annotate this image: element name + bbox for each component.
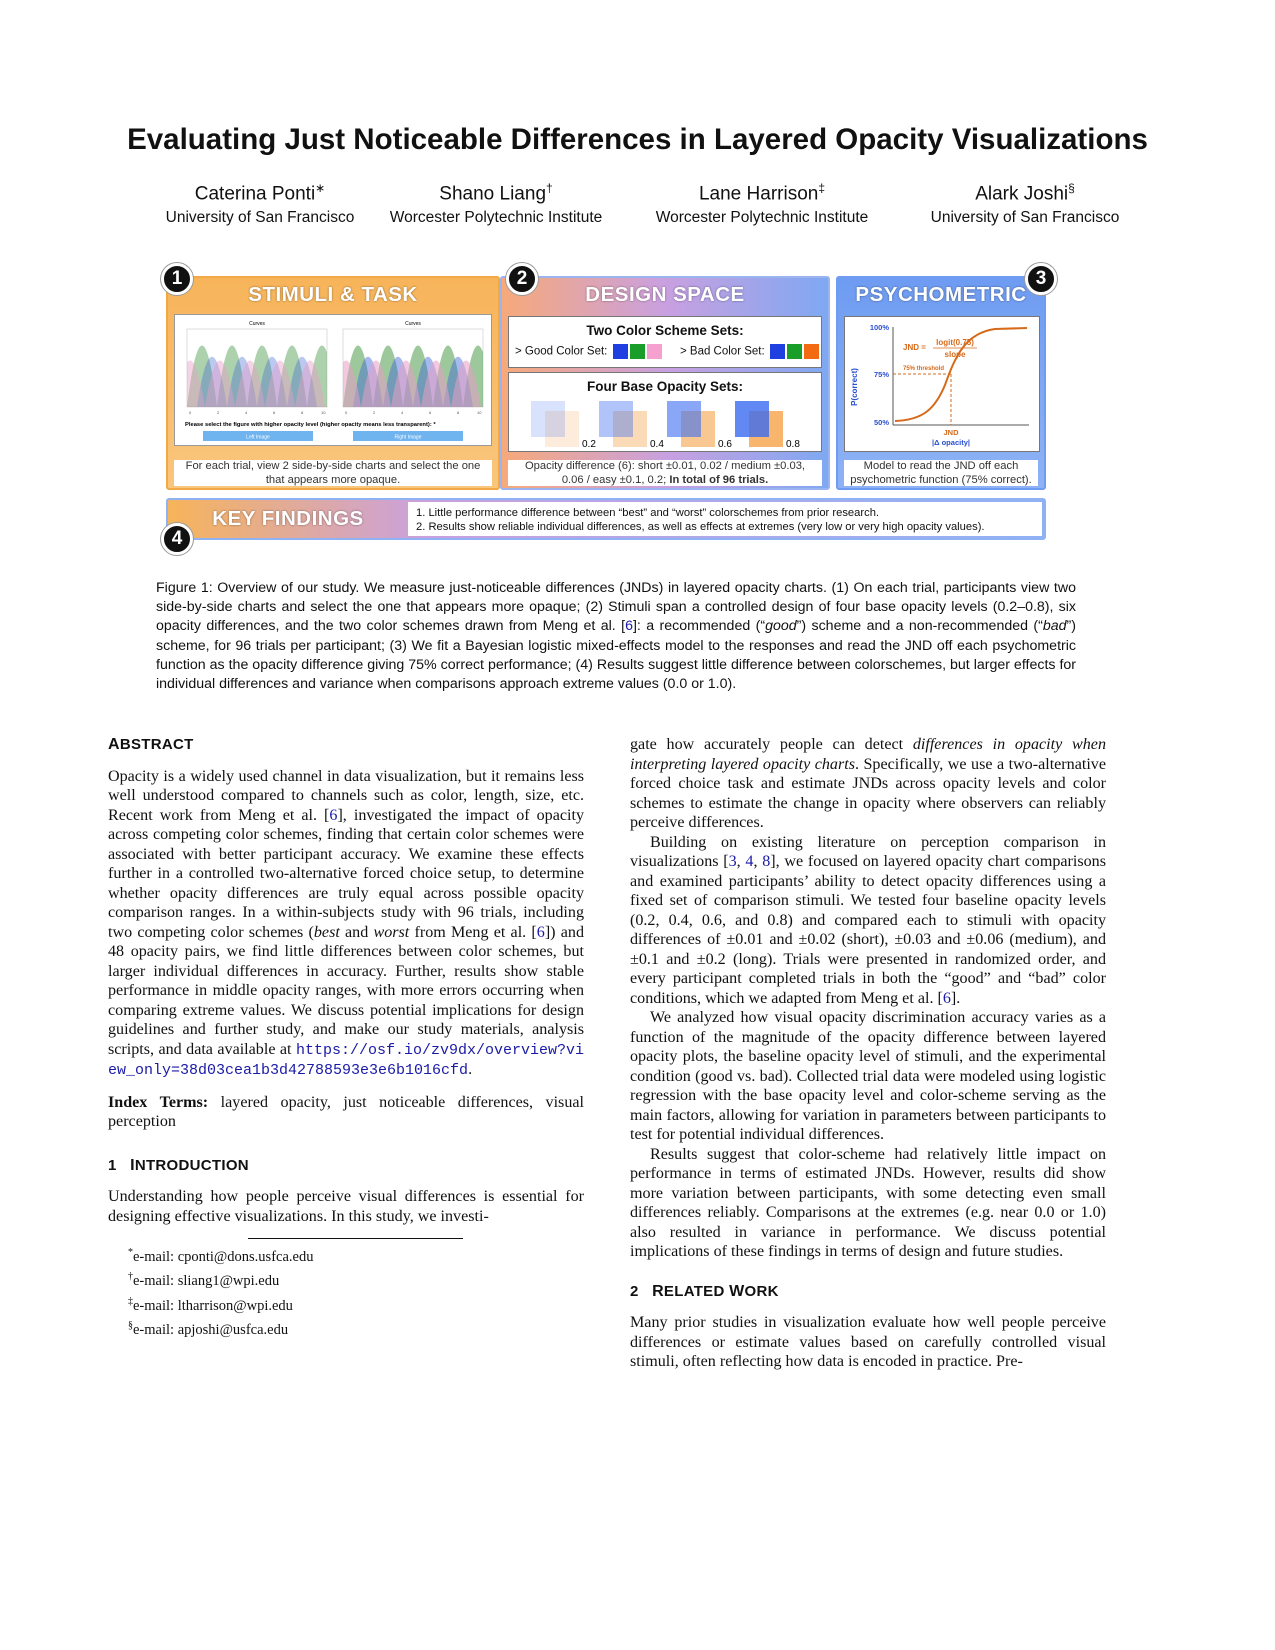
good-swatch-3 bbox=[647, 344, 662, 359]
citation-link[interactable]: 6 bbox=[625, 618, 633, 635]
opacity-level-label: 0.6 bbox=[718, 439, 732, 450]
figure-caption bbox=[156, 579, 1076, 694]
author-affiliation: University of San Francisco bbox=[930, 209, 1120, 227]
heading-initial: R bbox=[652, 1282, 664, 1300]
svg-text:10: 10 bbox=[477, 410, 482, 415]
panel-heading: STIMULI & TASK bbox=[248, 283, 418, 306]
y-tick: 75% bbox=[873, 370, 889, 379]
caption-bold: In total of 96 trials. bbox=[669, 473, 769, 486]
author-name: Caterina Ponti bbox=[194, 183, 316, 205]
author-name: Lane Harrison bbox=[698, 183, 819, 205]
panel-heading: PSYCHOMETRIC bbox=[855, 283, 1027, 306]
text: from Meng et al. [ bbox=[409, 923, 537, 941]
caption-line: Opacity difference (6): short ±0.01, 0.02 / medium ±0.03, bbox=[524, 460, 806, 472]
y-tick: 50% bbox=[873, 418, 889, 427]
finding-1: 1. Little performance difference between “best” and “worst” colorschemes from prior research. bbox=[416, 507, 880, 519]
y-axis-label: P(correct) bbox=[850, 368, 859, 406]
svg-text:0: 0 bbox=[345, 410, 348, 415]
psychometric-curve bbox=[845, 317, 1039, 451]
intro-heading bbox=[108, 1156, 584, 1176]
panel-caption: For each trial, view 2 side-by-side charts and select the one that appears more opaque. bbox=[174, 460, 492, 486]
step-number-4: 4 bbox=[161, 523, 193, 555]
panel-caption: Model to read the JND off each psychometric function (75% correct). bbox=[844, 460, 1038, 486]
related-work-heading bbox=[630, 1282, 1106, 1302]
citation-link[interactable]: 6 bbox=[942, 989, 951, 1007]
svg-text:4: 4 bbox=[245, 410, 248, 415]
text: Building on existing literature on perception comparison in visualizations [ bbox=[630, 833, 1106, 870]
panel-heading: DESIGN SPACE bbox=[585, 283, 745, 306]
svg-text:6: 6 bbox=[273, 410, 276, 415]
text: ], investigated the impact of opacity across competing color schemes, finding that certain color schemes were associated with better participant accuracy. We examine these effects further in a controlled two-alternative forced choice setup, to determine whether opacity differences are truly equal across possible opacity comparison ranges. In a within-subjects study with 96 trials, including two competing color schemes ( bbox=[108, 806, 584, 941]
heading-rest: ELATED bbox=[663, 1282, 730, 1300]
scheme-title: Two Color Scheme Sets: bbox=[586, 323, 744, 338]
panel-heading: KEY FINDINGS bbox=[212, 507, 364, 530]
good-swatch-2 bbox=[630, 344, 645, 359]
caption-text: ]: a recommended (“ bbox=[632, 618, 766, 635]
intro-text: Understanding how people perceive visual differences is essential for designing effective visualizations. In this study, we investi- bbox=[108, 1188, 584, 1225]
good-swatch-1 bbox=[613, 344, 628, 359]
footnote-text: e-mail: cponti@dons.usfca.edu bbox=[133, 1248, 314, 1265]
text: ]) and 48 opacity pairs, we find little differences between color schemes, but larger individual differences in accuracy. Further, results show stable performance in middle opacity ranges, with more errors occurring when comparing extreme values. We discuss potential implications for design guidelines and further study, and make our study materials, analysis scripts, and data available at bbox=[108, 923, 584, 1058]
svg-text:0: 0 bbox=[189, 410, 192, 415]
x-axis-label: |Δ opacity| bbox=[932, 438, 970, 447]
findings-box bbox=[408, 502, 1042, 536]
step-number-2: 2 bbox=[506, 263, 538, 295]
citation-link[interactable]: 8 bbox=[762, 853, 771, 870]
emphasis: differences in opacity when interpreting layered opacity charts bbox=[630, 736, 1106, 773]
intro-paragraph-2 bbox=[630, 833, 1106, 1009]
opacity-level-swatches bbox=[509, 395, 821, 451]
step-number-3: 3 bbox=[1025, 263, 1057, 295]
intro-paragraph-1 bbox=[630, 735, 1106, 833]
footnote-text: e-mail: sliang1@wpi.edu bbox=[133, 1273, 280, 1290]
author-4 bbox=[885, 181, 1165, 227]
threshold-label: 75% threshold bbox=[903, 366, 945, 372]
panel-stimuli-task bbox=[166, 276, 500, 490]
author-mark: ∗ bbox=[315, 181, 326, 195]
opacity-level-label: 0.4 bbox=[650, 439, 664, 450]
text: gate how accurately people can detect bbox=[630, 736, 913, 753]
text: ]. bbox=[950, 989, 961, 1007]
heading-initial: I bbox=[130, 1156, 135, 1174]
footnote-text: e-mail: ltharrison@wpi.edu bbox=[133, 1297, 293, 1314]
paper-title: Evaluating Just Noticeable Differences in Layered Opacity Visualizations bbox=[127, 123, 1148, 156]
text: . Specifically, we use a two-alternative forced choice task and estimate JNDs across opacity levels and color schemes to estimate the change in opacity where observers can reliably perceive differences. bbox=[630, 755, 1106, 831]
panel-design-space bbox=[500, 276, 830, 490]
color-scheme-box bbox=[508, 316, 822, 368]
text: and bbox=[339, 923, 374, 941]
section-number: 1 bbox=[108, 1156, 117, 1174]
abstract-heading bbox=[108, 735, 584, 755]
bad-swatch-3 bbox=[804, 344, 819, 359]
text: Opacity is a widely used channel in data visualization, but it remains less well understood compared to channels such as color, length, size, etc. Recent work from Meng et al. [ bbox=[108, 767, 584, 824]
index-terms-label: Index Terms: bbox=[108, 1093, 209, 1111]
left-column bbox=[108, 735, 584, 1340]
emphasis: worst bbox=[373, 923, 410, 941]
index-terms bbox=[108, 1093, 584, 1132]
section-number: 2 bbox=[630, 1282, 639, 1300]
osf-link[interactable]: https://osf.io/zv9dx/overview?view_only=38d03cea1b3d42788593e3e6b1016cfd bbox=[108, 1041, 584, 1079]
bad-swatch-2 bbox=[787, 344, 802, 359]
text: . bbox=[468, 1061, 473, 1078]
stimuli-box bbox=[174, 314, 492, 446]
x-jnd-label: JND bbox=[943, 428, 959, 437]
opacity-title: Four Base Opacity Sets: bbox=[586, 379, 744, 394]
jnd-numerator: logit(0.75) bbox=[936, 338, 974, 347]
intro-paragraph-4: Results suggest that color-scheme had relatively little impact on performance in terms of estimated JNDs. However, results did show more variation between participants, with some detecting even small differences reliably. Comparisons at the extremes (e.g. near 0.0 or 1.0) also resulted in variance in performance. We discuss potential implications of these findings in terms of design and future studies. bbox=[630, 1145, 1106, 1260]
footnote-rule bbox=[248, 1238, 463, 1239]
footnote bbox=[128, 1243, 584, 1267]
panel-caption bbox=[508, 460, 822, 486]
finding-2: 2. Results show reliable individual differences, as well as effects at extremes (very low or very high opacity values). bbox=[416, 521, 985, 533]
chart-title-left: Curves bbox=[249, 321, 265, 327]
footnotes bbox=[108, 1243, 584, 1340]
bad-set-label: > Bad Color Set: bbox=[679, 345, 765, 358]
svg-text:2: 2 bbox=[373, 410, 376, 415]
caption-line: 0.06 / easy ±0.1, 0.2; bbox=[561, 473, 670, 486]
index-terms-text: layered opacity, just noticeable differences, visual perception bbox=[108, 1093, 584, 1130]
bad-swatch-1 bbox=[770, 344, 785, 359]
psychometric-box bbox=[844, 316, 1040, 452]
left-button-label: Left Image bbox=[246, 434, 270, 441]
author-mark: † bbox=[546, 181, 553, 195]
footnote bbox=[128, 1316, 584, 1340]
opacity-sets-box bbox=[508, 372, 822, 452]
heading-rest: ORK bbox=[744, 1282, 779, 1300]
related-work-text: Many prior studies in visualization evaluate how well people perceive differences or estimate values based on carefully controlled visual stimuli, often reflecting how data is encoded in practice. Pre- bbox=[630, 1314, 1106, 1370]
footnote-mark: ‡ bbox=[128, 1295, 133, 1307]
text: ], we focused on layered opacity chart comparisons and examined participants’ ability to detect opacity differences using a fixed set of comparison stimuli. We tested four baseline opacity levels (0.2, 0.4, 0.6, and 0.8) and compared each to stimuli with opacity differences of ±0.01 and ±0.02 (short), ±0.03 and ±0.06 (medium), and ±0.1 and ±0.2 (long). Trials were presented in randomized order, and every participant completed trials in both the “good” and “bad” color conditions, which we adapted from Meng et al. [ bbox=[630, 853, 1106, 1007]
svg-text:8: 8 bbox=[457, 410, 460, 415]
text: , bbox=[736, 853, 746, 870]
caption-text: Figure 1: Overview of our study. We measure just-noticeable differences (JNDs) in layered opacity charts. (1) On each trial, participants view two side-by-side charts and select the one that appears more opaque; (2) Stimuli span a controlled design of four base opacity levels (0.2–0.8), six opacity differences, and the two color schemes drawn from Meng et al. [ bbox=[156, 580, 1076, 635]
good-set-label: > Good Color Set: bbox=[515, 345, 608, 358]
step-number-1: 1 bbox=[161, 263, 193, 295]
svg-text:10: 10 bbox=[321, 410, 326, 415]
author-affiliation: Worcester Polytechnic Institute bbox=[389, 209, 603, 227]
svg-text:8: 8 bbox=[301, 410, 304, 415]
jnd-formula-lhs: JND = bbox=[903, 343, 926, 352]
panel-psychometric bbox=[836, 276, 1046, 490]
caption-text: ”) scheme, for 96 trials per participant; (3) We fit a Bayesian logistic mixed-effects model to the responses and read the JND off each psychometric function as the opacity difference giving 75% correct performance; (4) Results suggest little difference between colorschemes, but larger effects for individual differences and variance when comparisons approach extreme values (0.0 or 1.0). bbox=[156, 618, 1076, 693]
task-prompt: Please select the figure with higher opacity level (higher opacity means less transparent): * bbox=[185, 422, 436, 428]
citation-link[interactable]: 6 bbox=[536, 923, 545, 941]
svg-text:6: 6 bbox=[429, 410, 432, 415]
heading-initial: A bbox=[108, 736, 120, 753]
author-name: Shano Liang bbox=[439, 183, 547, 205]
jnd-denominator: slope bbox=[944, 350, 966, 359]
author-mark: § bbox=[1068, 181, 1075, 195]
author-3 bbox=[622, 181, 902, 227]
chart-title-right: Curves bbox=[405, 321, 421, 327]
abstract-text bbox=[108, 767, 584, 1081]
panel-key-findings bbox=[166, 498, 1046, 540]
opacity-level-label: 0.8 bbox=[786, 439, 800, 450]
heading-initial: W bbox=[729, 1282, 745, 1300]
svg-text:2: 2 bbox=[217, 410, 220, 415]
citation-link[interactable]: 6 bbox=[329, 806, 338, 824]
caption-text: ”) scheme and a non-recommended (“ bbox=[796, 618, 1043, 635]
footnote bbox=[128, 1267, 584, 1291]
author-affiliation: University of San Francisco bbox=[165, 209, 355, 227]
author-affiliation: Worcester Polytechnic Institute bbox=[655, 209, 869, 227]
footnote-text: e-mail: apjoshi@usfca.edu bbox=[133, 1321, 289, 1338]
footnote bbox=[128, 1292, 584, 1316]
footnote-mark: § bbox=[128, 1319, 133, 1331]
emphasis: best bbox=[313, 923, 340, 941]
intro-paragraph-3: We analyzed how visual opacity discrimination accuracy varies as a function of the magnitude of the opacity difference between layered opacity plots, the baseline opacity level of stimuli, and the experimental condition (good vs. bad). Collected trial data were modeled using logistic regression with the base opacity level and color-scheme serving as the main factors, allowing for variation in parameters between participants to test for potential individual differences. bbox=[630, 1009, 1106, 1143]
footnote-mark: † bbox=[128, 1271, 133, 1283]
heading-rest: BSTRACT bbox=[119, 736, 194, 753]
citation-link[interactable]: 4 bbox=[745, 853, 754, 870]
text: , bbox=[753, 853, 763, 870]
svg-text:4: 4 bbox=[401, 410, 404, 415]
citation-link[interactable]: 3 bbox=[728, 853, 737, 870]
caption-emphasis: bad bbox=[1042, 618, 1067, 635]
stimuli-charts bbox=[175, 315, 491, 445]
author-mark: ‡ bbox=[818, 181, 826, 195]
footnote-mark: * bbox=[128, 1247, 133, 1258]
y-tick: 100% bbox=[869, 323, 889, 332]
right-column bbox=[630, 735, 1106, 1372]
opacity-level-label: 0.2 bbox=[582, 439, 596, 450]
caption-emphasis: good bbox=[765, 618, 797, 635]
right-button-label: Right Image bbox=[394, 434, 422, 441]
author-name: Alark Joshi bbox=[975, 183, 1069, 205]
heading-rest: NTRODUCTION bbox=[134, 1156, 249, 1174]
author-2 bbox=[356, 181, 636, 227]
